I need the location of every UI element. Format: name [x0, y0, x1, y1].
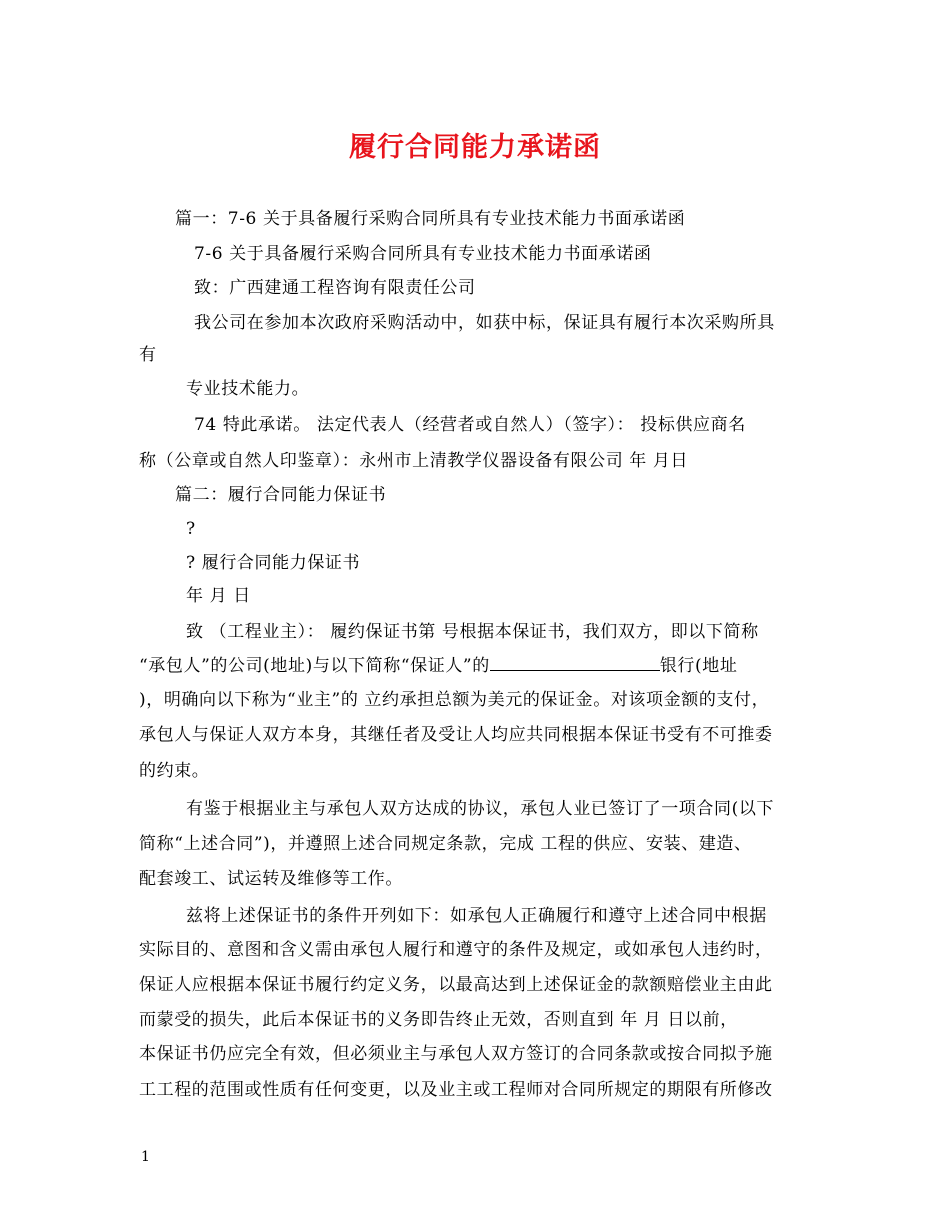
document-title: 履行合同能力承诺函 [349, 132, 601, 163]
fill-in-blank [490, 654, 660, 671]
text-line: 保证人应根据本保证书履行约定义务，以最高达到上述保证金的款额赔偿业主由此 [139, 975, 773, 995]
text-line: 有鉴于根据业主与承包人双方达成的协议，承包人业已签订了一项合同(以下 [186, 799, 775, 819]
text-line: 兹将上述保证书的条件开列如下：如承包人正确履行和遵守上述合同中根据 [186, 906, 767, 926]
text-line: 专业技术能力。 [186, 379, 310, 399]
text-line: 的约束。 [139, 761, 210, 781]
text-segment: 银行(地址 [659, 656, 738, 676]
text-line: 致 （工程业主）： 履约保证书第 号根据本保证书，我们双方，即以下简称 [186, 622, 759, 642]
text-line: 篇一：7-6 关于具备履行采购合同所具有专业技术能力书面承诺函 [175, 209, 686, 229]
page-number: 1 [141, 1149, 150, 1165]
text-line: 年 月 日 [186, 586, 251, 606]
text-line: 致：广西建通工程咨询有限责任公司 [194, 278, 476, 298]
text-line: 而蒙受的损失，此后本保证书的义务即告终止无效，否则直到 年 月 日以前， [139, 1010, 738, 1030]
text-line: )，明确向以下称为“业主”的 立约承担总额为美元的保证金。对该项金额的支付， [139, 690, 770, 710]
text-line [139, 654, 737, 678]
text-line: 我公司在参加本次政府采购活动中，如获中标，保证具有履行本次采购所具 [194, 313, 775, 333]
text-line: 有 [139, 345, 157, 365]
text-line: 7-6 关于具备履行采购合同所具有专业技术能力书面承诺函 [194, 244, 652, 264]
text-line: 配套竣工、试运转及维修等工作。 [139, 869, 403, 889]
text-line: 本保证书仍应完全有效，但必须业主与承包人双方签订的合同条款或按合同拟予施 [139, 1044, 773, 1064]
text-line: 承包人与保证人双方本身，其继任者及受让人均应共同根据本保证书受有不可推委 [139, 725, 773, 745]
text-line: 工工程的范围或性质有任何变更，以及业主或工程师对合同所规定的期限有所修改 [139, 1080, 773, 1100]
text-line: 实际目的、意图和含义需由承包人履行和遵守的条件及规定，或如承包人违约时， [139, 940, 773, 960]
text-line: ? [186, 519, 196, 539]
text-line: ? 履行合同能力保证书 [186, 553, 361, 573]
text-line: 篇二：履行合同能力保证书 [175, 485, 387, 505]
text-line: 简称“上述合同”)，并遵照上述合同规定条款，完成 工程的供应、安装、建造、 [139, 834, 752, 854]
text-line: 74 特此承诺。 法定代表人（经营者或自然人）（签字）： 投标供应商名 [194, 415, 746, 435]
text-segment: “承包人”的公司(地址)与以下简称“保证人”的 [139, 656, 490, 676]
text-line: 称（公章或自然人印鉴章）：永州市上清教学仪器设备有限公司 年 月日 [139, 451, 689, 471]
